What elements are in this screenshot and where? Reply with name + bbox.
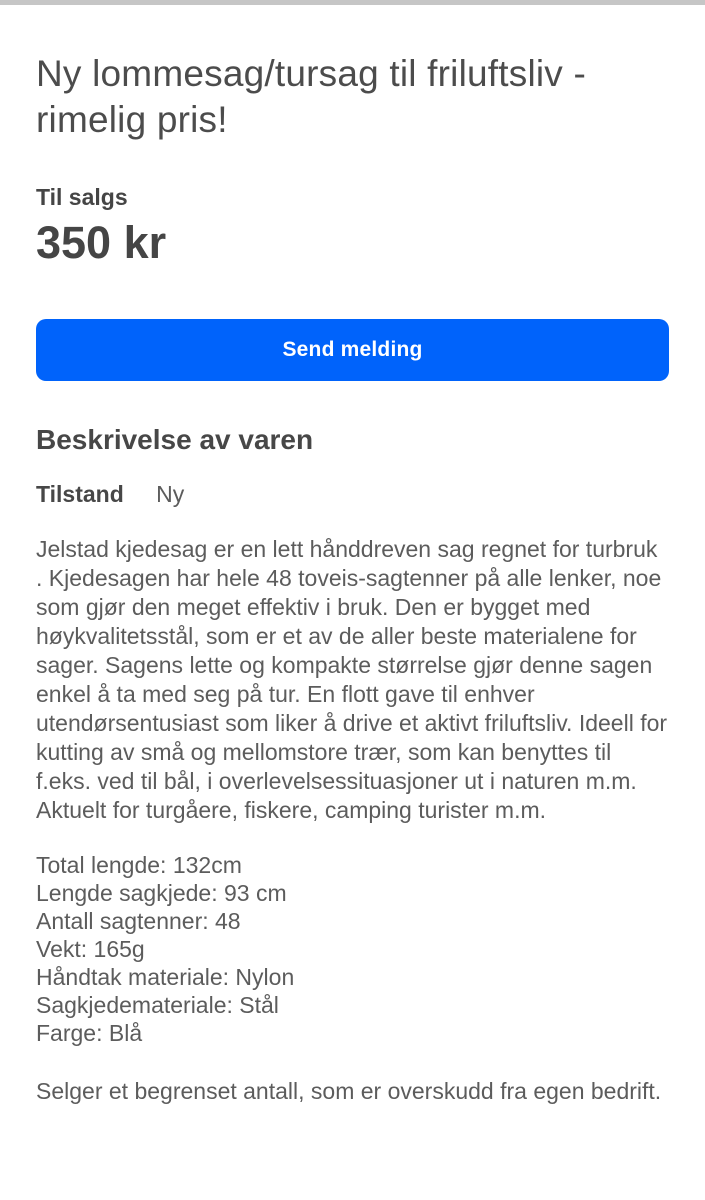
sale-status-label: Til salgs	[36, 184, 128, 210]
description-section-heading: Beskrivelse av varen	[36, 424, 314, 455]
condition-value: Ny	[156, 481, 185, 508]
spec-line: Farge: Blå	[36, 1020, 143, 1047]
top-edge-divider	[0, 0, 705, 5]
price-amount: 350 kr	[36, 217, 167, 268]
spec-line: Vekt: 165g	[36, 936, 145, 963]
spec-line: Total lengde: 132cm	[36, 852, 242, 879]
send-message-button[interactable]: Send melding	[36, 319, 669, 381]
closing-paragraph: Selger et begrenset antall, som er overskudd fra egen bedrift.	[36, 1078, 662, 1105]
condition-label: Tilstand	[36, 481, 124, 508]
spec-line: Sagkjedemateriale: Stål	[36, 992, 279, 1019]
description-paragraph: Jelstad kjedesag er en lett hånddreven sag regnet for turbruk . Kjedesagen har hele 48 toveis-sagtenner på alle lenker, noe som gjør den meget effektiv i bruk. Den er bygget med høykvalitetsstål, som er et av de aller beste materialene for sager. Sagens lette og kompakte størrelse gjør denne sagen enkel å ta med seg på tur. En flott gave til enhver utendørsentusiast som liker å drive et aktivt friluftsliv. Ideell for kutting av små og mellomstore trær, som kan benyttes til f.eks. ved til bål, i overlevelsessituasjoner ut i naturen m.m. Aktuelt for turgåere, fiskere, camping turister m.m.	[36, 536, 668, 824]
spec-line: Lengde sagkjede: 93 cm	[36, 880, 287, 907]
condition-row	[36, 480, 669, 509]
listing-page	[0, 51, 705, 1106]
spec-line: Antall sagtenner: 48	[36, 908, 241, 935]
spec-line: Håndtak materiale: Nylon	[36, 964, 295, 991]
spec-list	[36, 851, 669, 1047]
page-title: Ny lommesag/tursag til friluftsliv - rimelig pris!	[36, 53, 586, 140]
